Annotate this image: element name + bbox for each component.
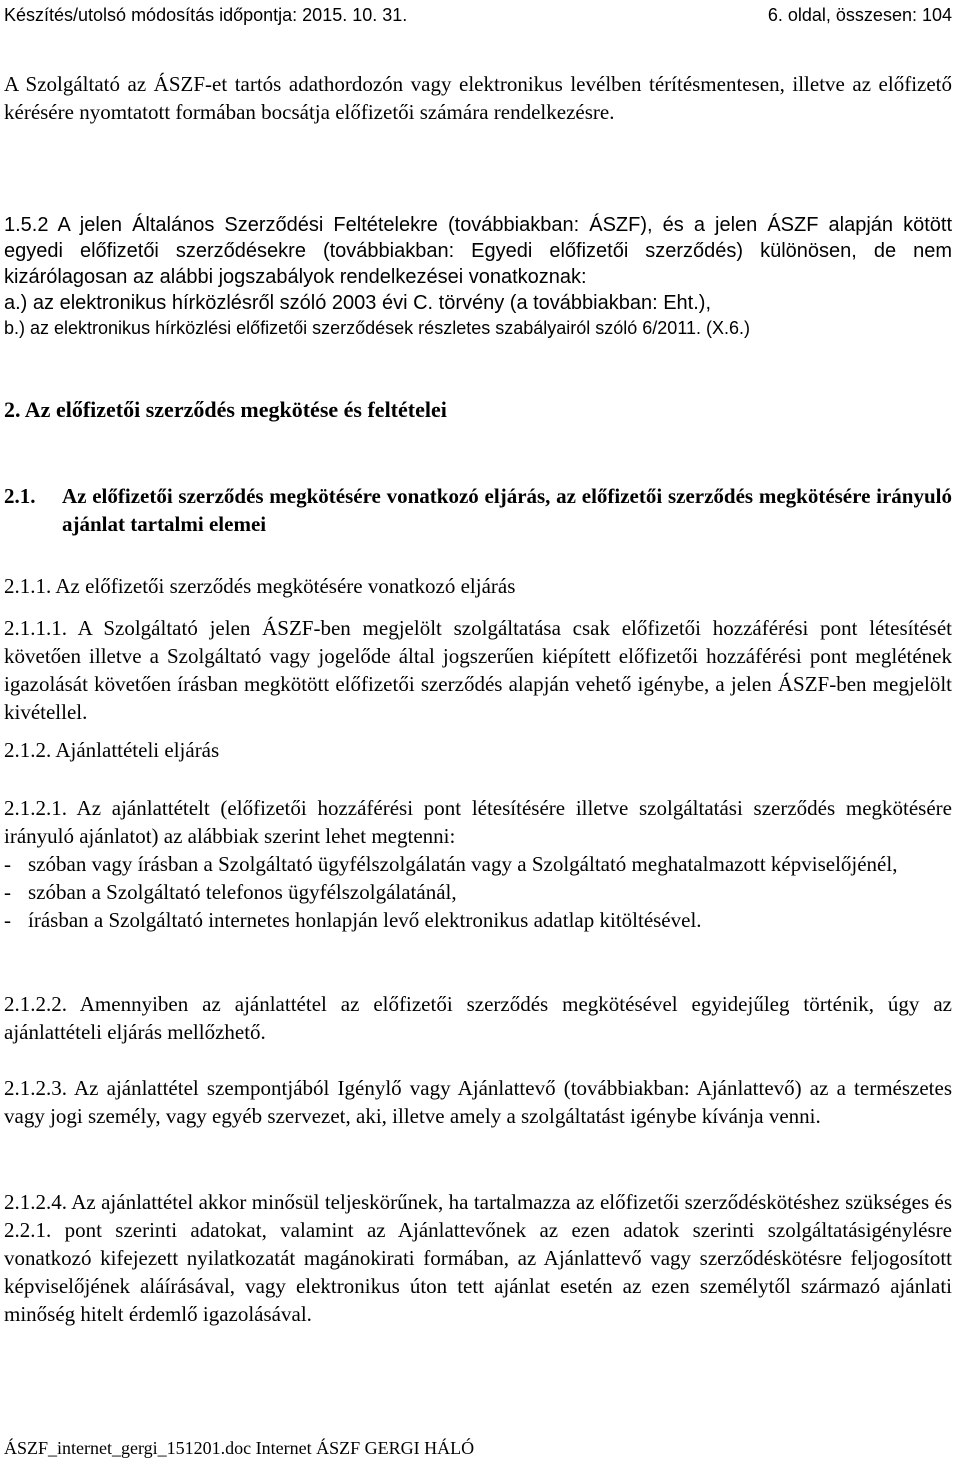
section-2-1-1-block — [4, 572, 952, 600]
offer-method-item — [4, 878, 952, 906]
section-2-1-2-1-block — [4, 794, 952, 934]
section-2-1-title: Az előfizetői szerződés megkötésére vonatkozó eljárás, az előfizetői szerződés megkötésére irányuló ajánlat tartalmi elemei — [62, 484, 952, 536]
offer-method-item — [4, 906, 952, 934]
header-date: Készítés/utolsó módosítás időpontja: 2015. 10. 31. — [4, 5, 408, 25]
list-dash: - — [4, 908, 11, 932]
section-2-1-1-1-text: 2.1.1.1. A Szolgáltató jelen ÁSZF-ben megjelölt szolgáltatása csak előfizetői hozzáférési pont létesítését követően illetve a Szolgáltató vagy jogelőde által jogszerűen kiépített előfizetői hozzáférési pont meglétének igazolását követően írásban megkötött előfizetői szerződés alapján vehető igénybe, a jelen ÁSZF-ben megjelölt kivétellel. — [4, 616, 952, 724]
section-2-1-2-2-block — [4, 990, 952, 1046]
section-2-1-2-4-block — [4, 1188, 952, 1328]
offer-method-text: szóban vagy írásban a Szolgáltató ügyfélszolgálatán vagy a Szolgáltató meghatalmazott képviselőjénél, — [28, 852, 898, 876]
offer-method-text: írásban a Szolgáltató internetes honlapján levő elektronikus adatlap kitöltésével. — [28, 908, 702, 932]
section-2-1-2-title: 2.1.2. Ajánlattételi eljárás — [4, 738, 220, 762]
section-2-1-2-3-text: 2.1.2.3. Az ajánlattétel szempontjából Igénylő vagy Ajánlattevő (továbbiakban: Ajánlattevő) az a természetes vagy jogi személy, vagy egyéb szervezet, aki, illetve amely a szolgáltatást igénybe kívánja venni. — [4, 1076, 952, 1128]
offer-method-text: szóban a Szolgáltató telefonos ügyfélszolgálatánál, — [28, 880, 457, 904]
section-2-1-number: 2.1. — [4, 484, 36, 508]
section-2-1-1-title: 2.1.1. Az előfizetői szerződés megkötésére vonatkozó eljárás — [4, 574, 516, 598]
section-1-5-2 — [4, 212, 952, 340]
offer-method-item — [4, 850, 952, 878]
section-2-1-2-2-text: 2.1.2.2. Amennyiben az ajánlattétel az előfizetői szerződés megkötésével egyidejűleg történik, úgy az ajánlattételi eljárás mellőzhető. — [4, 992, 952, 1044]
list-dash: - — [4, 852, 11, 876]
intro-block — [4, 70, 952, 126]
header-page-number: 6. oldal, összesen: 104 — [767, 5, 952, 25]
law-item-a: a.) az elektronikus hírközlésről szóló 2003 évi C. törvény (a továbbiakban: Eht.), — [4, 292, 712, 314]
section-2-heading-block — [4, 396, 952, 424]
section-2-1-2-block — [4, 736, 952, 764]
section-2-1-heading — [4, 482, 952, 538]
section-2-title: 2. Az előfizetői szerződés megkötése és feltételei — [4, 397, 447, 422]
section-2-1-2-3-block — [4, 1074, 952, 1130]
law-item-b: b.) az elektronikus hírközlési előfizetői szerződések részletes szabályairól szóló 6/2011. (X.6.) — [4, 318, 751, 338]
list-dash: - — [4, 880, 11, 904]
section-1-5-2-text: 1.5.2 A jelen Általános Szerződési Feltételekre (továbbiakban: ÁSZF), és a jelen ÁSZF alapján kötött egyedi előfizetői szerződésekre (továbbiakban: Egyedi előfizetői szerződés) különösen, de nem kizárólagosan az alábbi jogszabályok rendelkezései vonatkoznak: — [4, 214, 952, 288]
section-2-1-1-1-block — [4, 614, 952, 726]
section-2-1-2-1-text: 2.1.2.1. Az ajánlattételt (előfizetői hozzáférési pont létesítésére illetve szolgáltatási szerződés megkötésére irányuló ajánlatot) az alábbiak szerint lehet megtenni: — [4, 796, 952, 848]
section-2-1-heading-block — [4, 482, 952, 538]
page-footer: ÁSZF_internet_gergi_151201.doc Internet ÁSZF GERGI HÁLÓ — [4, 1438, 475, 1458]
section-2-1-2-4-text: 2.1.2.4. Az ajánlattétel akkor minősül teljeskörűnek, ha tartalmazza az előfizetői szerződéskötéshez szükséges és 2.2.1. pont szerinti adatokat, valamint az Ajánlattevőnek az ezen adatok szerinti szolgáltatásigénylésre vonatkozó kifejezett nyilatkozatát magánokirati formában, az Ajánlattevő vagy szerződéskötésre feljogosított képviselőjének aláírásával, vagy elektronikus úton tett ajánlat esetén az ezen személytől származó ajánlati minőség hitelt érdemlő igazolásával. — [4, 1190, 952, 1326]
intro-paragraph: A Szolgáltató az ÁSZF-et tartós adathordozón vagy elektronikus levélben térítésmentesen, illetve az előfizető kérésére nyomtatott formában bocsátja előfizetői számára rendelkezésre. — [4, 72, 952, 124]
